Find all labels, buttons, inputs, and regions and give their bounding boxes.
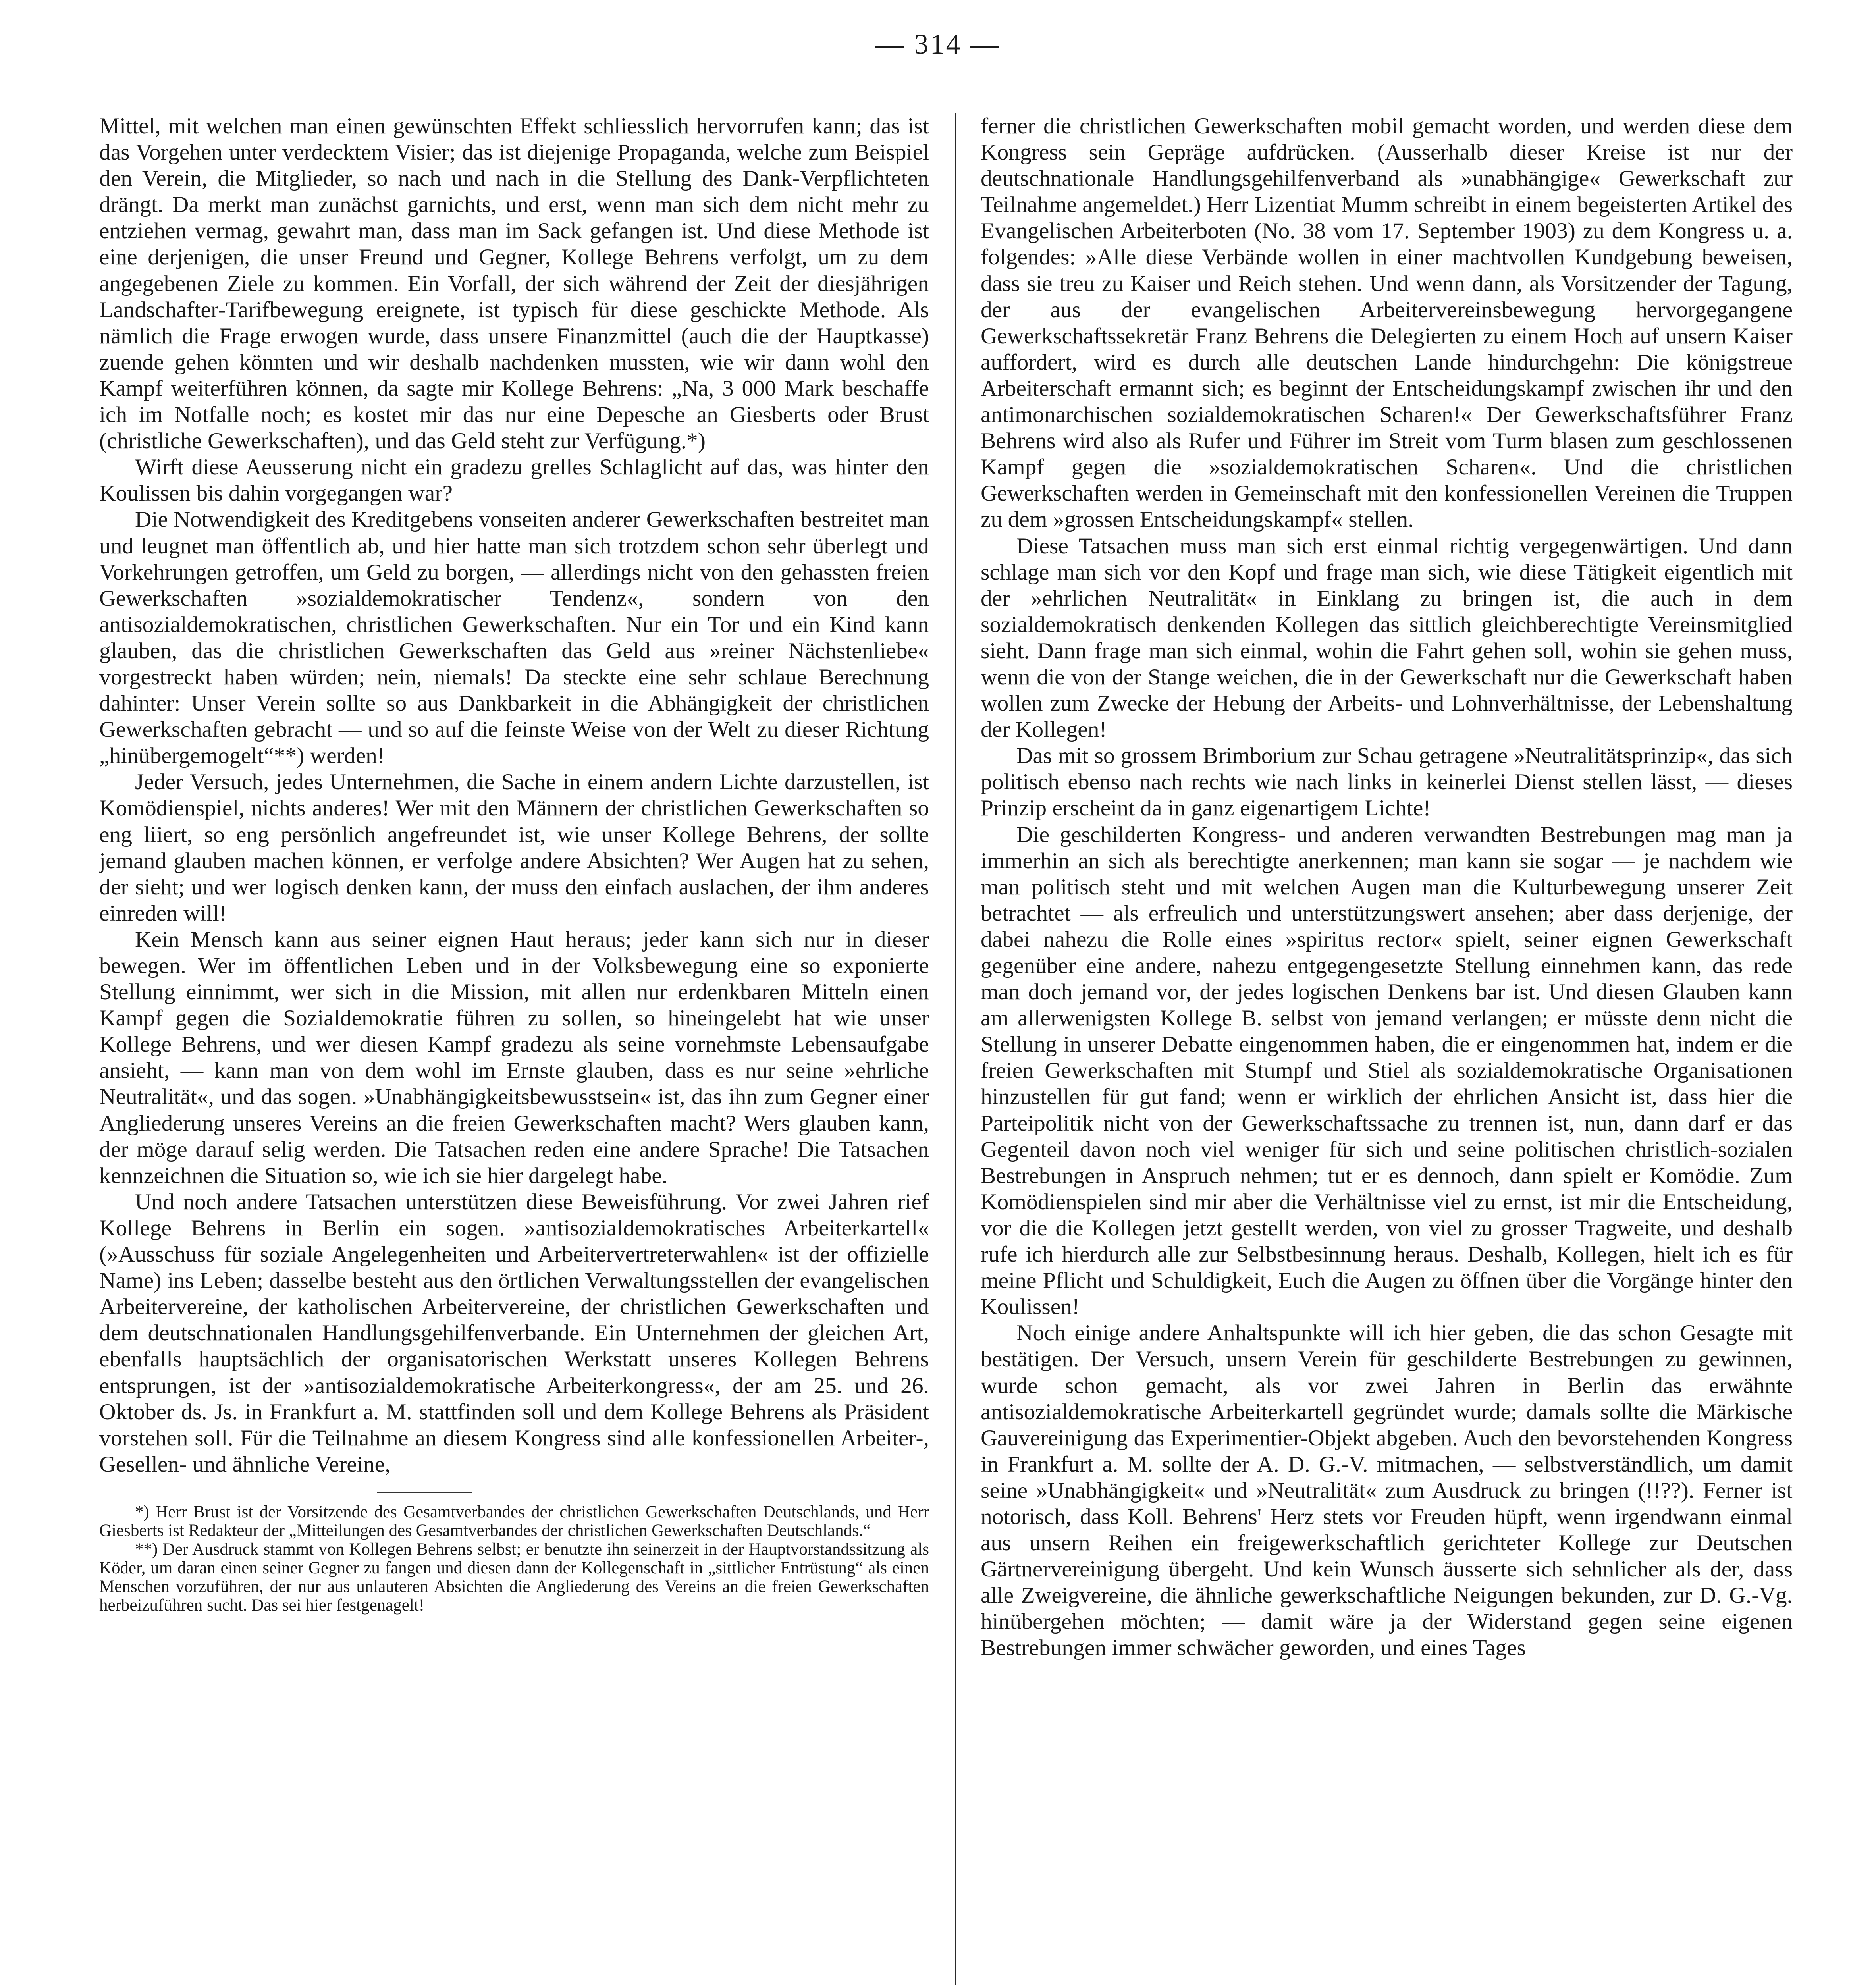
right-paragraph-4: Die geschilderten Kongress- und anderen verwandten Bestrebungen mag man ja immerhin an sich als berechtigte anerkennen; man kann sie sogar — je nachdem wie man politisch steht und mit welchen Augen man die Kulturbewegung unserer Zeit betrachtet — als erfreulich und unterstützungswert ansehen; aber dass derjenige, der dabei nahezu die Rolle eines »spiritus rector« spielt, seiner eignen Gewerkschaft gegenüber eine andere, nahezu entgegengesetzte Stellung einnehmen kann, das rede man doch jemand vor, der jedes logischen Denkens bar ist. Und diesen Glauben kann am allerwenigsten Kollege B. selbst von jemand verlangen; er müsste denn nicht die Stellung in unserer Debatte eingenommen haben, die er eingenommen hat, indem er die freien Gewerkschaften mit Stumpf und Stiel als sozialdemokratische Organisationen hinzustellen für gut fand; wenn er wirklich der ehrlichen Ansicht ist, dass hier die Parteipolitik nicht von der Gewerkschaftssache zu trennen ist, nun, dann darf er das Gegenteil davon noch viel weniger für sich und seine politischen christlich-sozialen Bestrebungen in Anspruch nehmen; tut er es dennoch, dann spielt er Komödie. Zum Komödienspielen sind mir aber die Verhältnisse viel zu ernst, ist mir die Entscheidung, vor die die Kollegen jetzt gestellt werden, von viel zu grosser Tragweite, und deshalb rufe ich hierdurch alle zur Selbstbesinnung heraus. Deshalb, Kollegen, hielt ich es für meine Pflicht und Schuldigkeit, Euch die Augen zu öffnen über die Vorgänge hinter den Koulissen! [981, 822, 1793, 1320]
left-paragraph-6: Und noch andere Tatsachen unterstützen diese Beweisführung. Vor zwei Jahren rief Kollege Behrens in Berlin ein sogen. »antisozialdemokratisches Arbeiterkartell« (»Ausschuss für soziale Angelegenheiten und Arbeitervertreterwahlen« ist der offizielle Name) ins Leben; dasselbe besteht aus den örtlichen Verwaltungsstellen der evangelischen Arbeitervereine, der katholischen Arbeitervereine, der christlichen Gewerkschaften und dem deutschnationalen Handlungsgehilfenverbande. Ein Unternehmen der gleichen Art, ebenfalls hauptsächlich der organisatorischen Werkstatt unseres Kollegen Behrens entsprungen, ist der »antisozialdemokratische Arbeiterkongress«, der am 25. und 26. Oktober ds. Js. in Frankfurt a. M. stattfinden soll und dem Kollege Behrens als Präsident vorstehen soll. Für die Teilnahme an diesem Kongress sind alle konfessionellen Arbeiter-, Gesellen- und ähnliche Vereine, [99, 1189, 929, 1477]
footnote-1: *) Herr Brust ist der Vorsitzende des Gesamtverbandes der christlichen Gewerkschaften Deutschlands, und Herr Giesberts ist Redakteur der „Mitteilungen des Gesamtverbandes der christlichen Gewerkschaften Deutschlands.“ [99, 1502, 929, 1540]
column-divider [955, 113, 956, 1985]
footnotes [99, 1503, 929, 1615]
left-column [99, 113, 929, 1985]
right-paragraph-5: Noch einige andere Anhaltspunkte will ich hier geben, die das schon Gesagte mit bestätigen. Der Versuch, unsern Verein für geschilderte Bestrebungen zu gewinnen, wurde schon gemacht, als vor zwei Jahren in Berlin das erwähnte antisozialdemokratische Arbeiterkartell gegründet wurde; damals sollte die Märkische Gauvereinigung das Experimentier-Objekt abgeben. Auch den bevorstehenden Kongress in Frankfurt a. M. sollte der A. D. G.-V. mitmachen, — selbstverständlich, um damit seine »Unabhängigkeit« und »Neutralität« zum Ausdruck zu bringen (!!??). Ferner ist notorisch, dass Koll. Behrens' Herz stets vor Freuden hüpft, wenn irgendwann einmal aus unsern Reihen ein freigewerkschaftlich gerichteter Kollege zur Deutschen Gärtnervereinigung übergeht. Und kein Wunsch äusserte sich sehnlicher als der, dass alle Zweigvereine, die ähnliche gewerkschaftliche Neigungen bekunden, zur D. G.-Vg. hinübergehen möchten; — damit wäre ja der Widerstand gegen seine eigenen Bestrebungen immer schwächer geworden, und eines Tages [981, 1320, 1793, 1661]
left-paragraph-3: Die Notwendigkeit des Kreditgebens vonseiten anderer Gewerkschaften bestreitet man und leugnet man öffentlich ab, und hier hatte man sich trotzdem schon sehr überlegt und Vorkehrungen getroffen, um Geld zu borgen, — allerdings nicht von den gehassten freien Gewerkschaften »sozialdemokratischer Tendenz«, sondern von den antisozialdemokratischen, christlichen Gewerkschaften. Nur ein Tor und ein Kind kann glauben, das die christlichen Gewerkschaften das Geld aus »reiner Nächstenliebe« vorgestreckt haben würden; nein, niemals! Da steckte eine sehr schlaue Berechnung dahinter: Unser Verein sollte so aus Dankbarkeit in die Abhängigkeit der christlichen Gewerkschaften gebracht — und so auf die feinste Weise von der Welt zu dieser Richtung „hinübergemogelt“**) werden! [99, 507, 929, 769]
right-paragraph-3: Das mit so grossem Brimborium zur Schau getragene »Neutralitätsprinzip«, das sich politisch ebenso nach rechts wie nach links in keinerlei Dienst stellen lässt, — dieses Prinzip erscheint da in ganz eigenartigem Lichte! [981, 743, 1793, 821]
footnote-2: **) Der Ausdruck stammt von Kollegen Behrens selbst; er benutzte ihn seinerzeit in der Hauptvorstandssitzung als Köder, um daran einen seiner Gegner zu fangen und diesen dann der Kollegenschaft in „sittlicher Entrüstung“ als einen Menschen vorzuführen, der nur aus unlauteren Absichten die Angliederung des Vereins an die freien Gewerkschaften herbeizuführen sucht. Das sei hier festgenagelt! [99, 1540, 929, 1615]
footnote-divider [377, 1492, 472, 1493]
right-paragraph-2: Diese Tatsachen muss man sich erst einmal richtig vergegenwärtigen. Und dann schlage man sich vor den Kopf und frage man sich, wie diese Tätigkeit eigentlich mit der »ehrlichen Neutralität« in Einklang zu bringen ist, die auch in dem sozialdemokratisch denkenden Kollegen das sittlich gleichberechtigte Vereinsmitglied sieht. Dann frage man sich einmal, wohin die Fahrt gehen soll, wohin sie gehen muss, wenn die von der Stange weichen, die in der Gewerkschaft nur die Gewerkschaft haben wollen zum Zwecke der Hebung der Arbeits- und Lohnverhältnisse, der Lebenshaltung der Kollegen! [981, 533, 1793, 742]
left-paragraph-4: Jeder Versuch, jedes Unternehmen, die Sache in einem andern Lichte darzustellen, ist Komödienspiel, nichts anderes! Wer mit den Männern der christlichen Gewerkschaften so eng liiert, so eng persönlich angefreundet ist, wie unser Kollege Behrens, der sollte jemand glauben machen können, er verfolge andere Absichten? Wer Augen hat zu sehen, der sieht; und wer logisch denken kann, der muss den einfach auslachen, der ihm anderes einreden will! [99, 769, 929, 926]
left-paragraph-5: Kein Mensch kann aus seiner eignen Haut heraus; jeder kann sich nur in dieser bewegen. Wer im öffentlichen Leben und in der Volksbewegung eine so exponierte Stellung einnimmt, wer sich in die Mission, mit allen nur erdenkbaren Mitteln einen Kampf gegen die Sozialdemokratie führen zu sollen, so hineingelebt hat wie unser Kollege Behrens, und wer diesen Kampf gradezu als seine vornehmste Lebensaufgabe ansieht, — kann man von dem wohl im Ernste glauben, dass es nur seine »ehrliche Neutralität«, und das sogen. »Unabhängigkeitsbewusstsein« ist, das ihn zum Gegner einer Angliederung unseres Vereins an die freien Gewerkschaften macht? Wers glauben kann, der möge darauf selig werden. Die Tatsachen reden eine andere Sprache! Die Tatsachen kennzeichnen die Situation so, wie ich sie hier dargelegt habe. [99, 927, 929, 1188]
right-paragraph-1: ferner die christlichen Gewerkschaften mobil gemacht worden, und werden diese dem Kongress sein Gepräge aufdrücken. (Ausserhalb dieser Kreise ist nur der deutschnationale Handlungsgehilfenverband als »unabhängige« Gewerkschaft zur Teilnahme angemeldet.) Herr Lizentiat Mumm schreibt in einem begeisterten Artikel des Evangelischen Arbeiterboten (No. 38 vom 17. September 1903) zu dem Kongress u. a. folgendes: »Alle diese Verbände wollen in einer machtvollen Kundgebung beweisen, dass sie treu zu Kaiser und Reich stehen. Und wenn dann, als Vorsitzender der Tagung, der aus der evangelischen Arbeitervereinsbewegung hervorgegangene Gewerkschaftssekretär Franz Behrens die Delegierten zu einem Hoch auf unsern Kaiser auffordert, wird es durch alle deutschen Lande hindurchgehn: Die königstreue Arbeiterschaft ermannt sich; es beginnt der Entscheidungskampf zwischen ihr und den antimonarchischen sozialdemokratischen Scharen!« Der Gewerkschaftsführer Franz Behrens wird also als Rufer und Führer im Streit vom Turm blasen zum geschlossenen Kampf gegen die »sozialdemokratischen Scharen«. Und die christlichen Gewerkschaften werden in Gemeinschaft mit den konfessionellen Vereinen die Truppen zu dem »grossen Entscheidungskampf« stellen. [981, 114, 1793, 532]
page-number: — 314 — [875, 28, 1001, 60]
left-paragraph-1: Mittel, mit welchen man einen gewünschten Effekt schliesslich hervorrufen kann; das ist das Vorgehen unter verdecktem Visier; das ist diejenige Propaganda, welche zum Beispiel den Verein, die Mitglieder, so nach und nach in die Stellung des Dank-Verpflichteten drängt. Da merkt man zunächst garnichts, und erst, wenn man sich dem nicht mehr zu entziehen vermag, gewahrt man, dass man im Sack gefangen ist. Und diese Methode ist eine derjenigen, die unser Freund und Gegner, Kollege Behrens verfolgt, um zu dem angegebenen Ziele zu kommen. Ein Vorfall, der sich während der Zeit der diesjährigen Landschafter-Tarifbewegung ereignete, ist typisch für diese geschickte Methode. Als nämlich die Frage erwogen wurde, dass unsere Finanzmittel (auch die der Hauptkasse) zuende gehen könnten und wir deshalb nachdenken mussten, wie wir dann wohl den Kampf weiterführen können, da sagte mir Kollege Behrens: „Na, 3 000 Mark beschaffe ich im Notfalle noch; es kostet mir das nur eine Depesche an Giesberts oder Brust (christliche Gewerkschaften), und das Geld steht zur Verfügung.*) [99, 114, 929, 454]
left-paragraph-2: Wirft diese Aeusserung nicht ein gradezu grelles Schlaglicht auf das, was hinter den Koulissen bis dahin vorgegangen war? [99, 455, 929, 506]
right-column [981, 113, 1793, 1985]
